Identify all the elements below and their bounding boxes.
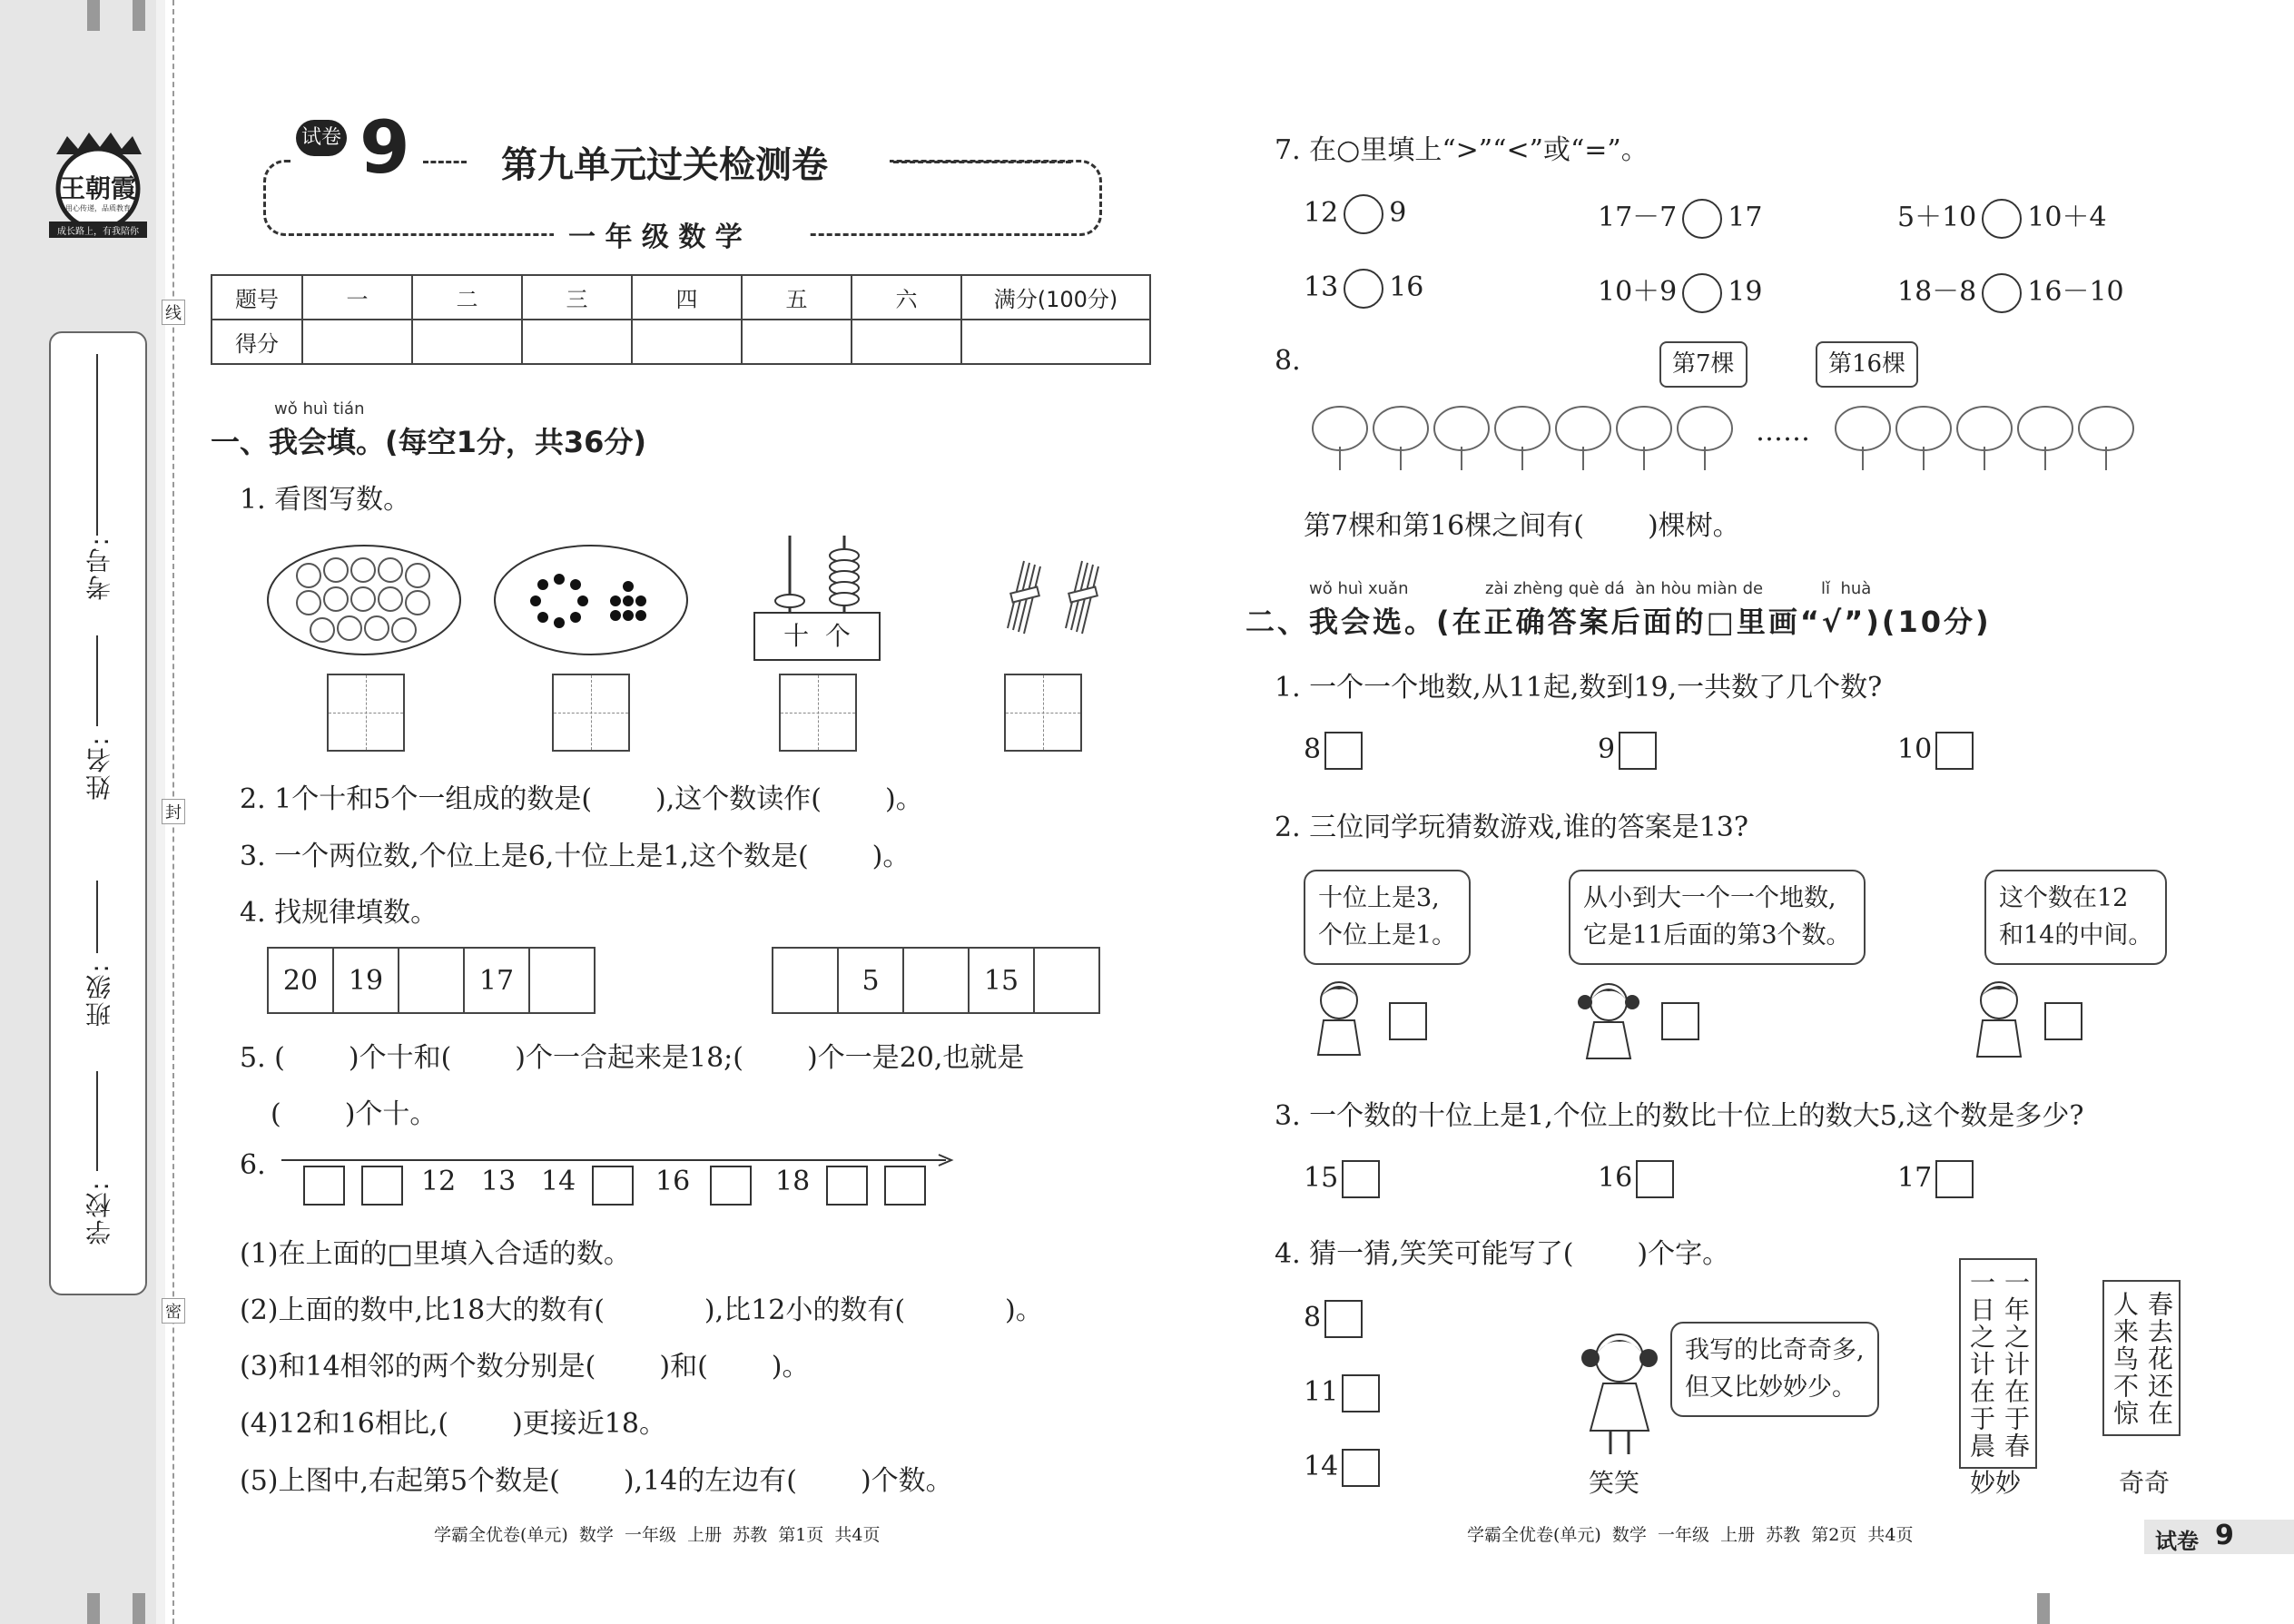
s2-q4-prompt bbox=[1275, 1231, 1729, 1271]
child-boy-2 bbox=[1963, 975, 2035, 1058]
tree-icon-row bbox=[1834, 399, 2142, 472]
option-label: 17 bbox=[1897, 1162, 1933, 1194]
q6-sub2 bbox=[240, 1287, 1043, 1327]
page-title: 第九单元过关检测卷 bbox=[501, 144, 828, 186]
footer-left: 学霸全优卷(单元) 数学 一年级 上册 苏教 第1页 共4页 bbox=[434, 1525, 881, 1545]
sequence-a-blank[interactable] bbox=[399, 949, 465, 1012]
q6-sub4-part1: (4)12和16相比,( bbox=[240, 1408, 449, 1440]
q7-prompt: 7. 在○里填上“>”“<”或“=”。 bbox=[1275, 134, 1649, 166]
q3-text bbox=[240, 833, 910, 873]
footer-tag bbox=[2144, 1520, 2294, 1554]
paper-label-badge: 试卷 bbox=[296, 120, 347, 156]
binding-mark-feng: 封 bbox=[162, 799, 185, 824]
q2-part2: ),这个数读作( bbox=[655, 783, 822, 815]
score-cell[interactable] bbox=[961, 320, 1150, 364]
option-label: 11 bbox=[1304, 1376, 1339, 1408]
section1-pinyin: wǒ huì tián bbox=[274, 399, 365, 418]
q7-operand: 18－8 bbox=[1897, 276, 1977, 308]
section1-title: 一、我会填。(每空1分，共36分) bbox=[211, 425, 647, 459]
speech-bubble-3 bbox=[1984, 870, 2167, 965]
tree-ellipsis: …… bbox=[1756, 416, 1810, 448]
score-header-cell: 满分(100分) bbox=[961, 275, 1150, 320]
xiaoxiao-name: 笑笑 bbox=[1589, 1468, 1640, 1498]
brand-name: 王朝霞 bbox=[59, 173, 136, 203]
sequence-b-cell: 15 bbox=[970, 949, 1035, 1012]
checkbox[interactable] bbox=[1342, 1374, 1380, 1412]
q7-compare-circle[interactable] bbox=[1344, 194, 1383, 234]
exam-no-field[interactable] bbox=[80, 345, 116, 617]
q7-operand: 9 bbox=[1389, 197, 1407, 229]
number-line-tick: 13 bbox=[481, 1166, 517, 1197]
q6-sub4 bbox=[240, 1401, 666, 1441]
q5-line1 bbox=[240, 1035, 1024, 1075]
sequence-b-blank[interactable] bbox=[1035, 949, 1098, 1012]
sequence-b-blank[interactable] bbox=[773, 949, 839, 1012]
q7-compare-circle[interactable] bbox=[1982, 199, 2022, 239]
checkbox[interactable] bbox=[1935, 732, 1974, 770]
section2-pinyin-1: wǒ huì xuǎn bbox=[1309, 579, 1409, 598]
q7-operand: 17 bbox=[1728, 202, 1763, 233]
score-header-cell: 一 bbox=[302, 275, 412, 320]
q7-operand: 17－7 bbox=[1598, 202, 1678, 233]
score-cell[interactable] bbox=[412, 320, 522, 364]
apple-group-picture bbox=[265, 543, 463, 657]
score-header-cell: 四 bbox=[632, 275, 742, 320]
q3-part1: 3. 一个两位数,个位上是6,十位上是1,这个数是( bbox=[240, 841, 809, 872]
tree-icon-row bbox=[1311, 399, 1747, 472]
title-dash-left bbox=[423, 161, 467, 163]
brand-tagline: 用心传递，品质教育 bbox=[65, 204, 131, 212]
bubble-line: 十位上是3, bbox=[1318, 884, 1440, 912]
s2-q3-option-c[interactable] bbox=[1897, 1160, 1974, 1198]
school-label: 学校: bbox=[84, 1180, 114, 1245]
footer-right: 学霸全优卷(单元) 数学 一年级 上册 苏教 第2页 共4页 bbox=[1467, 1525, 1914, 1545]
qiqi-poem-line-1: 春去花还在 bbox=[2144, 1291, 2174, 1427]
score-cell[interactable] bbox=[632, 320, 742, 364]
q7-operand: 10＋4 bbox=[2027, 202, 2107, 233]
q7-row2-item1 bbox=[1304, 269, 1423, 309]
number-line-box[interactable] bbox=[884, 1166, 926, 1206]
score-header-cell: 五 bbox=[742, 275, 852, 320]
sequence-a-blank[interactable] bbox=[530, 949, 594, 1012]
q5-part2: )个十和( bbox=[348, 1042, 452, 1074]
sequence-b bbox=[772, 947, 1100, 1014]
title-dash-right bbox=[893, 161, 1071, 163]
q7-operand: 5＋10 bbox=[1897, 202, 1977, 233]
sequence-a-cell: 17 bbox=[465, 949, 530, 1012]
q2-text bbox=[240, 776, 923, 816]
s2-q1-prompt: 1. 一个一个地数,从11起,数到19,一共数了几个数? bbox=[1275, 672, 1883, 704]
s2-q3-option-b[interactable] bbox=[1598, 1160, 1674, 1198]
q8-label: 8. bbox=[1275, 345, 1301, 377]
binding-tab-top-2 bbox=[133, 0, 145, 31]
binding-tab-bottom-3 bbox=[2037, 1593, 2050, 1624]
tree-row-left bbox=[1311, 399, 1747, 472]
s2-q4-option-c[interactable] bbox=[1304, 1449, 1380, 1487]
q6-sub3-part3: )。 bbox=[771, 1351, 810, 1383]
sequence-a-cell: 20 bbox=[269, 949, 334, 1012]
q2-part3: )。 bbox=[885, 783, 923, 815]
number-line-box[interactable] bbox=[710, 1166, 752, 1206]
q7-operand: 16－10 bbox=[2027, 276, 2124, 308]
q6-sub2-part2: ),比12小的数有( bbox=[704, 1294, 906, 1326]
score-cell[interactable] bbox=[742, 320, 852, 364]
q5-part3: )个一合起来是18;( bbox=[515, 1042, 743, 1074]
child-girl bbox=[1572, 975, 1645, 1060]
checkbox[interactable] bbox=[1636, 1160, 1674, 1198]
score-header-cell: 六 bbox=[852, 275, 961, 320]
q8-part2: )棵树。 bbox=[1647, 510, 1740, 542]
speech-bubble-2 bbox=[1569, 870, 1866, 965]
s2-q2-checkbox-1[interactable] bbox=[1389, 1002, 1427, 1040]
abacus-picture bbox=[753, 534, 881, 661]
score-header-cell: 题号 bbox=[212, 275, 302, 320]
bubble-line: 但又比妙妙少。 bbox=[1685, 1373, 1856, 1402]
section2-title: 二、我会选。(在正确答案后面的□里画“√”)(10分) bbox=[1245, 605, 1992, 639]
q2-part1: 2. 1个十和5个一组成的数是( bbox=[240, 783, 593, 815]
option-label: 9 bbox=[1598, 733, 1616, 765]
section2-pinyin-2: zài zhèng què dá àn hòu miàn de bbox=[1485, 579, 1764, 598]
bubble-line: 和14的中间。 bbox=[1999, 920, 2153, 950]
number-line-tick: 16 bbox=[655, 1166, 691, 1197]
s2-q4-option-b[interactable] bbox=[1304, 1374, 1380, 1412]
sequence-a-cell: 19 bbox=[334, 949, 399, 1012]
q7-operand: 12 bbox=[1304, 197, 1339, 229]
score-cell[interactable] bbox=[302, 320, 412, 364]
answer-box-dots[interactable] bbox=[552, 674, 630, 752]
section2-pinyin-3: lǐ huà bbox=[1821, 579, 1872, 598]
q1-prompt: 1. 看图写数。 bbox=[240, 484, 411, 516]
score-header-cell: 三 bbox=[522, 275, 632, 320]
sequence-a bbox=[267, 947, 596, 1014]
checkbox[interactable] bbox=[1324, 732, 1363, 770]
number-line-tick: 14 bbox=[541, 1166, 576, 1197]
q6-sub3 bbox=[240, 1343, 810, 1383]
score-cell[interactable] bbox=[852, 320, 961, 364]
binding-tab-top-1 bbox=[87, 0, 100, 31]
s2-q2-checkbox-3[interactable] bbox=[2044, 1002, 2082, 1040]
checkbox[interactable] bbox=[1342, 1160, 1380, 1198]
miaomiao-name: 妙妙 bbox=[1970, 1468, 2022, 1498]
number-line-box[interactable] bbox=[826, 1166, 868, 1206]
name-field[interactable] bbox=[80, 626, 116, 844]
s2-q4-part1: 4. 猜一猜,笑笑可能写了( bbox=[1275, 1238, 1574, 1270]
binding-mark-mi: 密 bbox=[162, 1298, 185, 1324]
q6-sub3-part1: (3)和14相邻的两个数分别是( bbox=[240, 1351, 596, 1383]
score-row-label: 得分 bbox=[212, 320, 302, 364]
number-line-box[interactable] bbox=[361, 1166, 403, 1206]
binding-tab-bottom-1 bbox=[87, 1593, 100, 1624]
number-line bbox=[278, 1144, 955, 1207]
girl-icon bbox=[1576, 1322, 1663, 1458]
score-table bbox=[211, 274, 1151, 365]
sequence-b-blank[interactable] bbox=[904, 949, 970, 1012]
bubble-line: 从小到大一个一个地数, bbox=[1583, 884, 1836, 912]
number-line-tick: 18 bbox=[775, 1166, 811, 1197]
dot-group-picture bbox=[492, 543, 690, 657]
q6-sub4-part2: )更接近18。 bbox=[512, 1408, 666, 1440]
q6-sub1: (1)在上面的□里填入合适的数。 bbox=[240, 1238, 631, 1270]
s2-q4-option-a[interactable] bbox=[1304, 1300, 1363, 1338]
q6-sub5-part2: ),14的左边有( bbox=[623, 1465, 797, 1497]
paper-number: 9 bbox=[359, 105, 410, 190]
q6-sub5-part3: )个数。 bbox=[860, 1465, 953, 1497]
school-field[interactable] bbox=[80, 1062, 116, 1280]
answer-box-apples[interactable] bbox=[327, 674, 405, 752]
s2-q1-option-a[interactable] bbox=[1304, 732, 1363, 770]
number-line-box[interactable] bbox=[592, 1166, 634, 1206]
s2-q1-option-c[interactable] bbox=[1897, 732, 1974, 770]
checkbox[interactable] bbox=[1342, 1449, 1380, 1487]
q7-row1-item2 bbox=[1598, 194, 1762, 239]
option-label: 16 bbox=[1598, 1162, 1633, 1194]
sequence-b-cell: 5 bbox=[839, 949, 904, 1012]
number-line-box[interactable] bbox=[303, 1166, 345, 1206]
tree-tag-16: 第16棵 bbox=[1816, 341, 1918, 388]
abacus-label: 十 个 bbox=[753, 612, 881, 661]
miaomiao-poem-line-1: 一年之计在于春 bbox=[2001, 1269, 2031, 1460]
score-cell[interactable] bbox=[522, 320, 632, 364]
checkbox[interactable] bbox=[1935, 1160, 1974, 1198]
boy-icon bbox=[1963, 975, 2035, 1058]
exam-no-label: 考号: bbox=[84, 536, 114, 601]
q7-operand: 19 bbox=[1728, 276, 1763, 308]
answer-box-sticks[interactable] bbox=[1004, 674, 1082, 752]
girl-icon bbox=[1572, 975, 1645, 1060]
score-table-score-row bbox=[212, 320, 1150, 364]
q5-part1: 5. ( bbox=[240, 1042, 285, 1074]
checkbox[interactable] bbox=[1619, 732, 1657, 770]
bubble-line: 它是11后面的第3个数。 bbox=[1583, 920, 1851, 950]
qiqi-name: 奇奇 bbox=[2119, 1468, 2171, 1498]
class-field[interactable] bbox=[80, 871, 116, 1053]
option-label: 8 bbox=[1304, 733, 1322, 765]
q7-compare-circle[interactable] bbox=[1982, 273, 2022, 313]
bubble-line: 这个数在12 bbox=[1999, 884, 2129, 912]
bubble-line: 个位上是1。 bbox=[1318, 920, 1457, 950]
q6-sub5-part1: (5)上图中,右起第5个数是( bbox=[240, 1465, 560, 1497]
child-boy-1 bbox=[1307, 975, 1371, 1057]
q7-compare-circle[interactable] bbox=[1344, 269, 1383, 309]
q6-sub2-part1: (2)上面的数中,比18大的数有( bbox=[240, 1294, 605, 1326]
option-label: 15 bbox=[1304, 1162, 1339, 1194]
q5-part5: ( bbox=[271, 1098, 281, 1130]
speech-bubble-4 bbox=[1670, 1322, 1879, 1417]
q7-row1-item1 bbox=[1304, 194, 1406, 234]
answer-box-abacus[interactable] bbox=[779, 674, 857, 752]
xiaoxiao-girl bbox=[1576, 1322, 1663, 1458]
s2-q4-part2: )个字。 bbox=[1637, 1238, 1730, 1270]
qiqi-poem-line-2: 人来鸟不惊 bbox=[2110, 1291, 2140, 1427]
option-label: 10 bbox=[1897, 733, 1933, 765]
number-line-tick: 12 bbox=[421, 1166, 457, 1197]
s2-q2-checkbox-2[interactable] bbox=[1661, 1002, 1699, 1040]
q5-line2 bbox=[271, 1091, 437, 1131]
q7-row2-item3 bbox=[1897, 269, 2124, 313]
tree-row-right bbox=[1834, 399, 2142, 472]
score-header-cell: 二 bbox=[412, 275, 522, 320]
binding-tab-bottom-2 bbox=[133, 1593, 145, 1624]
q7-operand: 13 bbox=[1304, 271, 1339, 303]
boy-icon bbox=[1307, 975, 1371, 1057]
q6-sub2-part3: )。 bbox=[1005, 1294, 1043, 1326]
q7-operand: 10＋9 bbox=[1598, 276, 1678, 308]
footer-tag-label: 试卷 bbox=[2155, 1529, 2199, 1554]
option-label: 8 bbox=[1304, 1302, 1322, 1334]
q3-part2: )。 bbox=[871, 841, 911, 872]
q6-sub3-part2: )和( bbox=[659, 1351, 708, 1383]
tree-tag-7: 第7棵 bbox=[1659, 341, 1748, 388]
s2-q3-option-a[interactable] bbox=[1304, 1160, 1380, 1198]
q6-sub5 bbox=[240, 1458, 953, 1498]
q4-prompt: 4. 找规律填数。 bbox=[240, 897, 438, 929]
page-subtitle: 一 年 级 数 学 bbox=[568, 221, 743, 253]
q8-part1: 第7棵和第16棵之间有( bbox=[1304, 510, 1584, 542]
q5-part6: )个十。 bbox=[344, 1098, 438, 1130]
name-label: 姓名: bbox=[84, 735, 114, 801]
q5-part4: )个一是20,也就是 bbox=[807, 1042, 1025, 1074]
q7-compare-circle[interactable] bbox=[1682, 199, 1722, 239]
binding-mark-xian: 线 bbox=[162, 300, 185, 325]
qiqi-scroll bbox=[2102, 1280, 2181, 1436]
stick-bundle-picture bbox=[989, 554, 1108, 645]
brand-logo bbox=[44, 127, 153, 245]
q8-question bbox=[1304, 503, 1740, 543]
s2-q3-prompt: 3. 一个数的十位上是1,个位上的数比十位上的数大5,这个数是多少? bbox=[1275, 1100, 2084, 1132]
q6-label: 6. bbox=[240, 1149, 266, 1181]
speech-bubble-1 bbox=[1304, 870, 1471, 965]
bubble-line: 我写的比奇奇多, bbox=[1685, 1336, 1865, 1364]
class-label: 班级: bbox=[84, 962, 114, 1028]
miaomiao-scroll bbox=[1959, 1258, 2037, 1469]
score-table-header-row bbox=[212, 275, 1150, 320]
q7-operand: 16 bbox=[1389, 271, 1424, 303]
q7-row2-item2 bbox=[1598, 269, 1762, 313]
q7-compare-circle[interactable] bbox=[1682, 273, 1722, 313]
brand-banner: 成长路上，有我陪你 bbox=[57, 227, 139, 237]
checkbox[interactable] bbox=[1324, 1300, 1363, 1338]
miaomiao-poem-line-2: 一日之计在于晨 bbox=[1966, 1269, 1996, 1460]
footer-tag-number: 9 bbox=[2215, 1520, 2234, 1551]
s2-q2-prompt: 2. 三位同学玩猜数游戏,谁的答案是13? bbox=[1275, 812, 1748, 843]
q7-row1-item3 bbox=[1897, 194, 2107, 239]
s2-q1-option-b[interactable] bbox=[1598, 732, 1657, 770]
option-label: 14 bbox=[1304, 1451, 1339, 1482]
